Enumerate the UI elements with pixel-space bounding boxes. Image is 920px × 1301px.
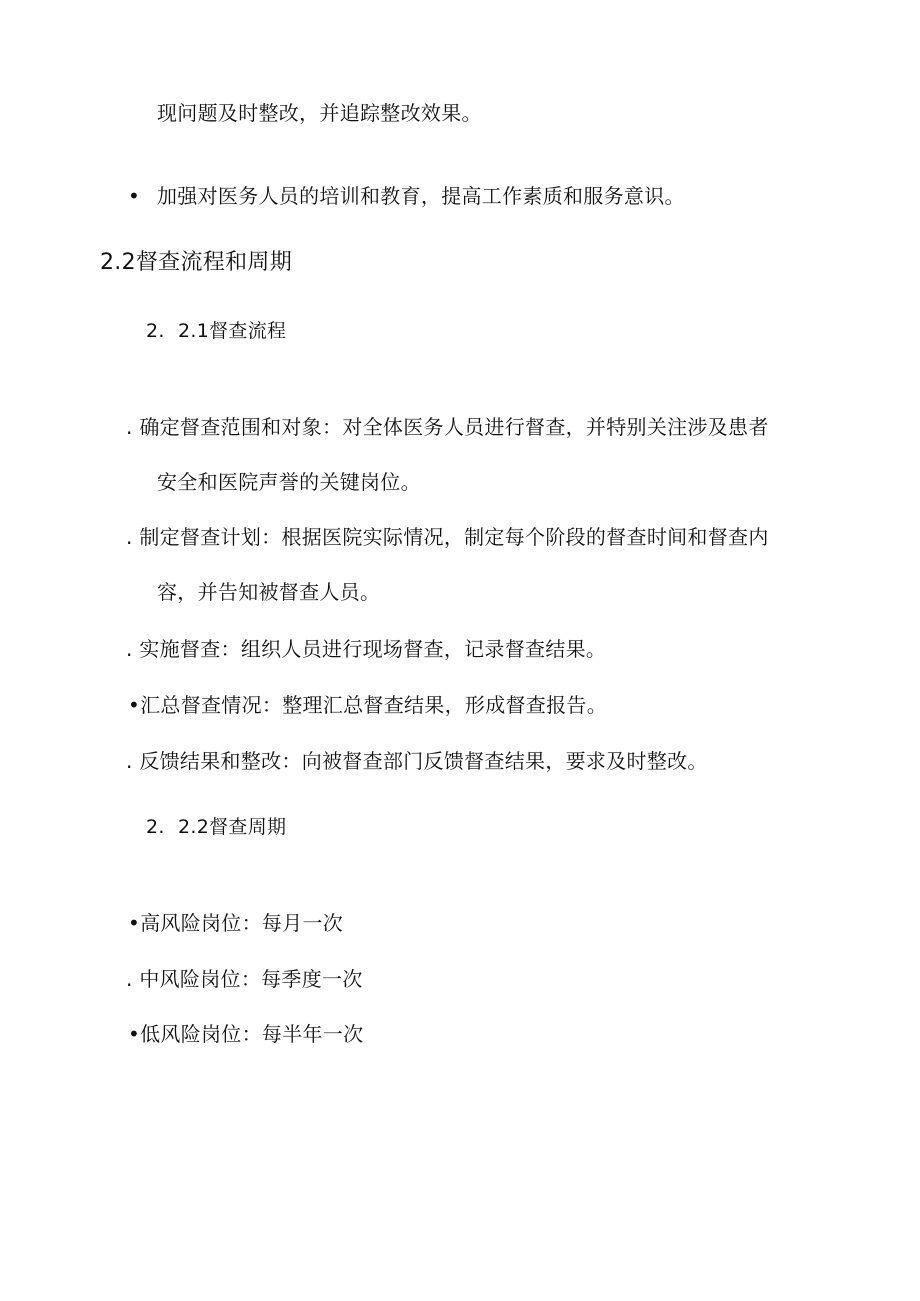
process-item-2-line2: 容，并告知被督查人员。 (157, 580, 381, 604)
process-item-1-line2: 安全和医院声誉的关键岗位。 (157, 470, 421, 494)
process-item-5: . 反馈结果和整改：向被督查部门反馈督查结果，要求及时整改。 (126, 749, 708, 773)
section-heading-2-2: 2.2督查流程和周期 (100, 250, 292, 275)
process-item-1-line1: . 确定督查范围和对象：对全体医务人员进行督查，并特别关注涉及患者 (126, 415, 769, 439)
cycle-item-low: •低风险岗位：每半年一次 (128, 1022, 364, 1046)
bullet-training-text: 加强对医务人员的培训和教育，提高工作素质和服务意识。 (157, 184, 685, 208)
process-item-4: •汇总督查情况：整理汇总督查结果，形成督查报告。 (128, 693, 607, 717)
process-item-2-line1: . 制定督查计划：根据医院实际情况，制定每个阶段的督查时间和督查内 (126, 525, 769, 549)
cycle-item-high: •高风险岗位：每月一次 (128, 911, 344, 935)
subsection-number: 2. (146, 320, 165, 342)
subsection-heading-2-2-2: 2.2督查周期 (178, 816, 287, 838)
bullet-marker: • (128, 184, 141, 208)
subsection-number: 2. (146, 816, 165, 838)
subsection-heading-2-2-1: 2.1督查流程 (178, 320, 287, 342)
cycle-item-medium: . 中风险岗位：每季度一次 (126, 967, 363, 991)
process-item-3: . 实施督查：组织人员进行现场督查，记录督查结果。 (126, 637, 607, 661)
continuation-text: 现问题及时整改，并追踪整改效果。 (157, 101, 482, 125)
